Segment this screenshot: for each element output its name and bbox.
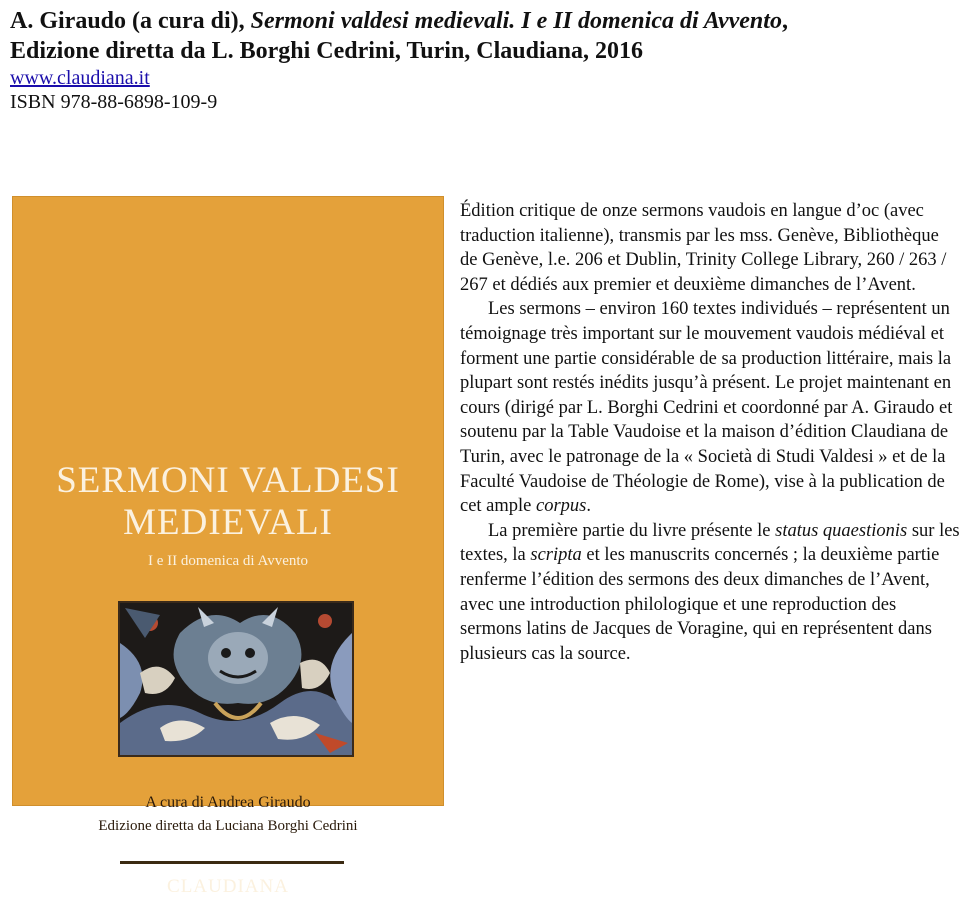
p2-end: . <box>586 496 592 517</box>
book-edition-line: Edizione diretta da L. Borghi Cedrini, Turin, Claudiana, 2016 <box>10 38 644 64</box>
book-cover <box>12 196 444 897</box>
cover-title-line1: SERMONI VALDESI <box>56 460 400 501</box>
description-paragraph-2 <box>460 297 960 518</box>
p3-italic-1: status quaestionis <box>775 520 908 541</box>
title-comma: , <box>781 8 788 34</box>
book-title-italic: Sermoni valdesi medievali. I e II domenica di Avvento <box>250 8 782 34</box>
cover-author-line1: A cura di Andrea Giraudo <box>145 794 311 811</box>
cover-rule <box>120 861 344 864</box>
book-description <box>460 199 960 666</box>
cover-title-line2: MEDIEVALI <box>123 502 333 543</box>
book-author: A. Giraudo (a cura di), <box>10 8 251 34</box>
publisher-link[interactable]: www.claudiana.it <box>10 67 150 89</box>
cover-artwork <box>118 601 354 757</box>
description-paragraph-1: Édition critique de onze sermons vaudois en langue d’oc (avec traduction italienne), transmis par les mss. Genève, Bibliothèque de Genève, l.e. 206 et Dublin, Trinity College Library, 260 / 263 / 267 et dédiés aux premier et deuxième dimanches de l’Avent. <box>460 201 947 295</box>
isbn: ISBN 978-88-6898-109-9 <box>10 91 218 113</box>
p3-text-b: sur les textes, la <box>460 520 960 566</box>
p3-text-c: et les manuscrits concernés ; la deuxième partie renferme l’édition des sermons des deux dimanches de l’Avent, avec une introduction philologique et une reproduction des sermons latins de Jacques de Voragine, qui en représentent dans plusieurs cas la source. <box>460 545 940 664</box>
cover-subtitle: I e II domenica di Avvento <box>147 553 309 569</box>
p2-italic: corpus <box>536 496 587 517</box>
description-paragraph-3 <box>460 519 960 667</box>
p3-italic-2: scripta <box>530 545 582 566</box>
book-title <box>10 6 960 36</box>
book-header <box>10 6 960 114</box>
cover-author-line2: Edizione diretta da Luciana Borghi Cedrini <box>98 818 358 834</box>
p3-text-a: La première partie du livre présente le <box>488 520 776 541</box>
p2-text: Les sermons – environ 160 textes individués – représentent un témoignage très important sur le mouvement vaudois médiéval et forment une partie considérable de sa production littéraire, mais la plupart sont restés inédits jusqu’à présent. Le projet maintenant en cours (dirigé par L. Borghi Cedrini et coordonné par A. Giraudo et soutenu par la Table Vaudoise et la maison d’édition Claudiana de Turin, avec le patronage de la « Società di Studi Valdesi » et de la Faculté Vaudoise de Théologie de Rome), vise à la publication de cet ample <box>460 299 953 517</box>
cover-publisher: CLAUDIANA <box>167 876 289 897</box>
cover-artwork-image <box>120 603 352 755</box>
